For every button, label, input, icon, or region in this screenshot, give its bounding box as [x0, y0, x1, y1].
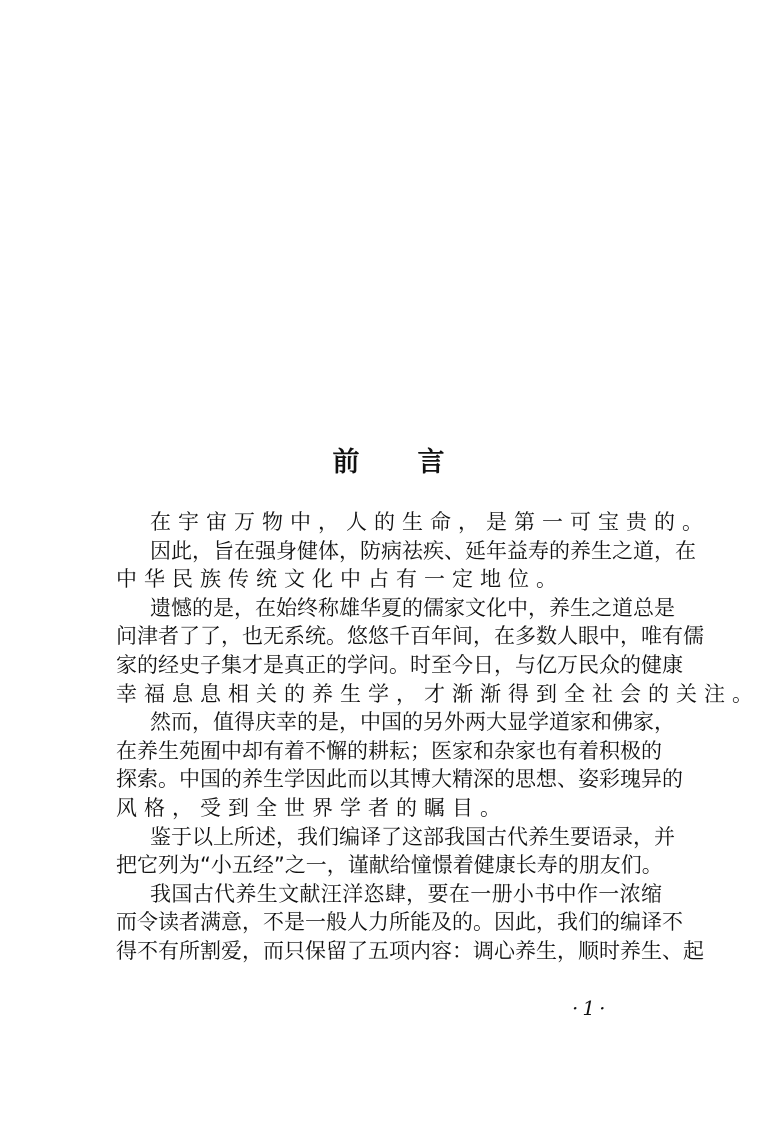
title-char: 前 [332, 447, 418, 478]
text-line: 把它列为“小五经”之一，谨献给憧憬着健康长寿的朋友们。 [116, 853, 663, 878]
text-line: 问津者了了，也无系统。悠悠千百年间，在多数人眼中，唯有儒 [116, 624, 704, 649]
text-line: 幸福息息相关的养生学，才渐渐得到全社会的关注。 [116, 681, 760, 706]
paragraph [116, 823, 675, 880]
text-line: 因此，旨在强身健体，防病祛疾、延年益寿的养生之道，在 [150, 538, 696, 563]
text-line: 而令读者满意，不是一般人力所能及的。因此，我们的编译不 [116, 910, 683, 935]
text-line: 风格，受到全世界学者的瞩目。 [116, 795, 508, 820]
text-line: 遗憾的是，在始终称雄华夏的儒家文化中，养生之道总是 [150, 595, 675, 620]
text-line: 在宇宙万物中，人的生命，是第一可宝贵的。 [150, 510, 710, 534]
text-line: 探索。中国的养生学因此而以其博大精深的思想、姿彩瑰异的 [116, 767, 683, 792]
text-line: 得不有所割爱，而只保留了五项内容：调心养生，顺时养生、起 [116, 938, 704, 963]
title-char: 言 [417, 447, 503, 478]
text-line: 然而，值得庆幸的是，中国的另外两大显学道家和佛家， [150, 710, 675, 735]
page-number: ·1· [572, 996, 610, 1020]
text-line: 鉴于以上所述，我们编译了这部我国古代养生要语录，并 [150, 824, 675, 849]
paragraph [116, 594, 760, 708]
text-line: 中华民族传统文化中占有一定地位。 [116, 567, 564, 592]
paragraph [116, 508, 710, 537]
text-line: 在养生苑囿中却有着不懈的耕耘；医家和杂家也有着积极的 [116, 738, 662, 763]
text-line: 家的经史子集才是真正的学问。时至今日，与亿万民众的健康 [116, 652, 683, 677]
text-line: 我国古代养生文献汪洋恣肆，要在一册小书中作一浓缩 [150, 881, 662, 906]
page-title [0, 446, 777, 480]
paragraph [116, 537, 696, 594]
paragraph [116, 880, 704, 966]
preface-body [116, 508, 760, 966]
paragraph [116, 708, 683, 822]
